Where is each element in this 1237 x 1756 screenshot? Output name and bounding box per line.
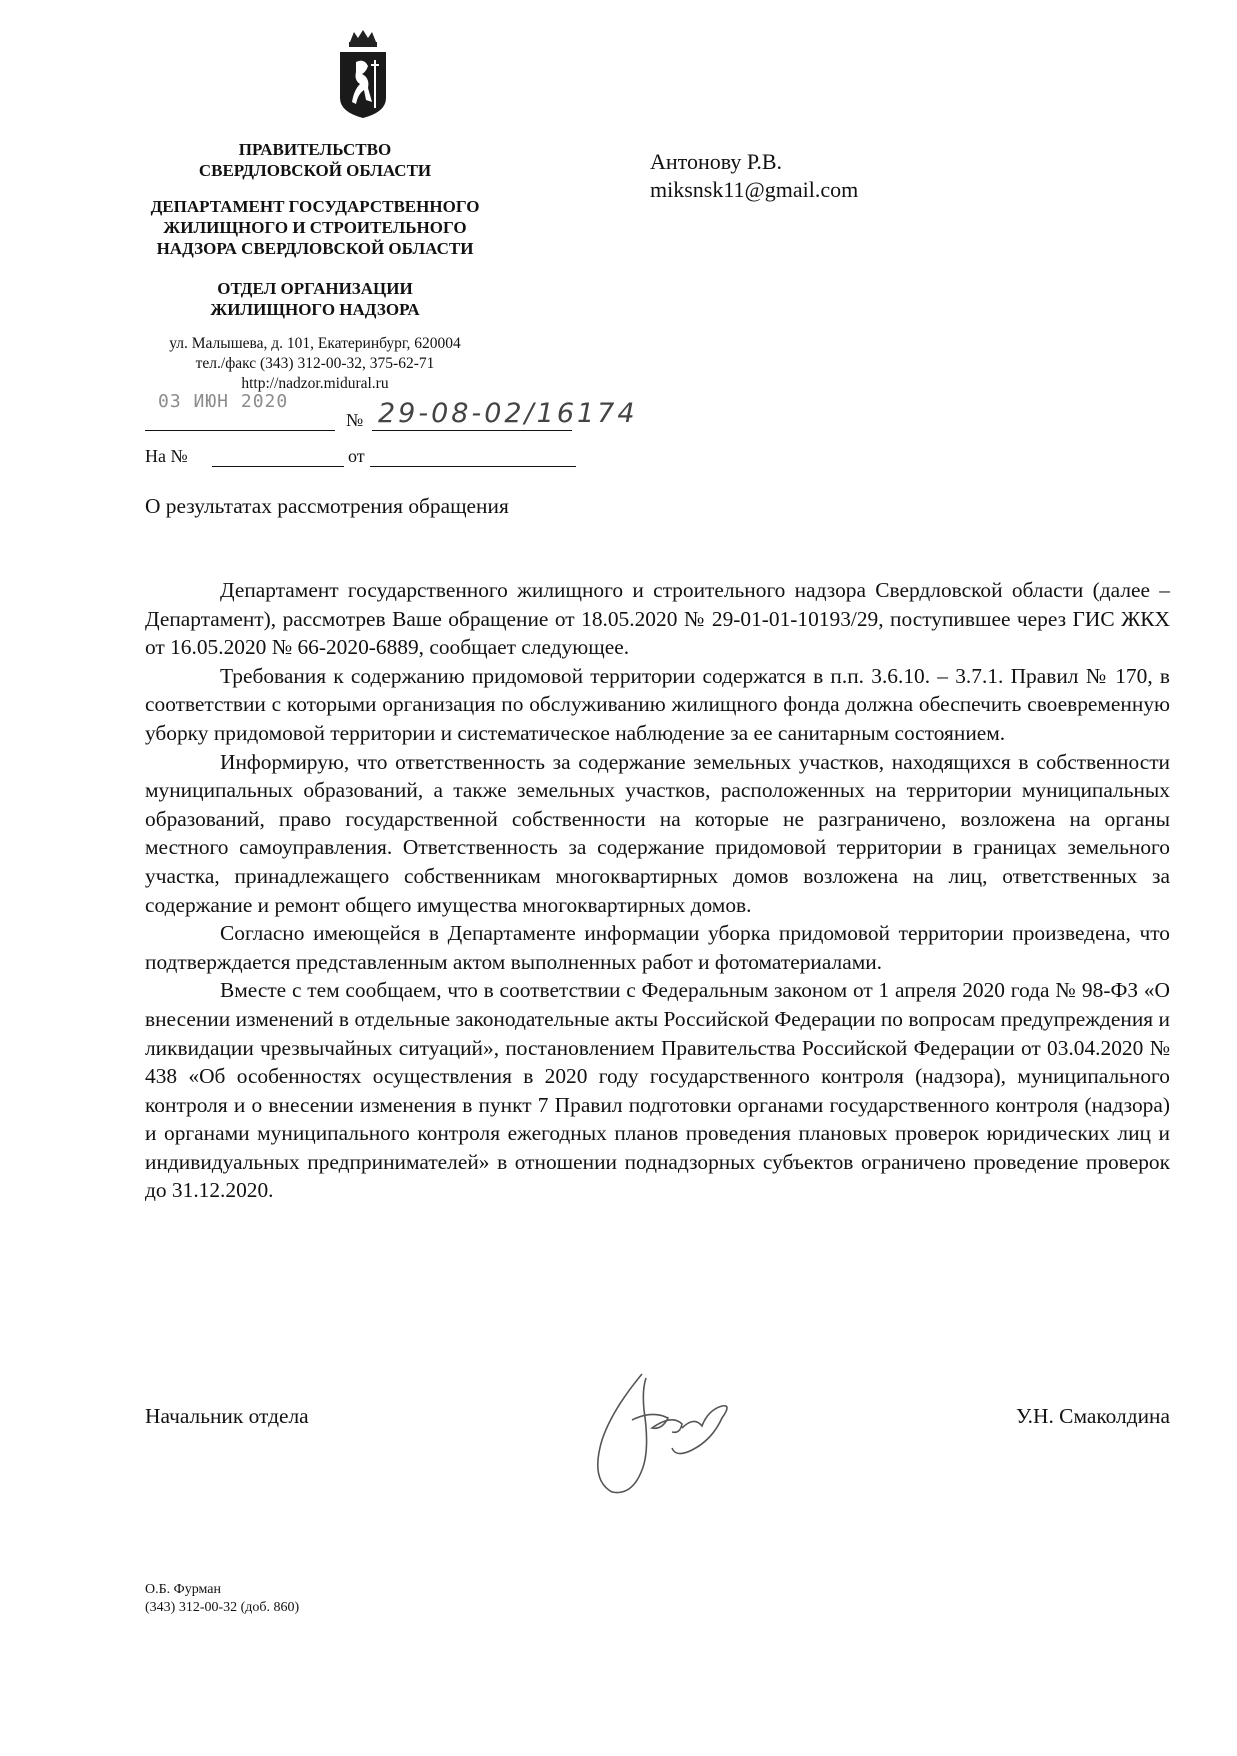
department-title-line1: ДЕПАРТАМЕНТ ГОСУДАРСТВЕННОГО xyxy=(150,197,480,216)
letter-subject: О результатах рассмотрения обращения xyxy=(145,494,509,518)
paragraph-4: Согласно имеющейся в Департаменте информации уборка придомовой территории произведена, что подтверждается представленным актом выполненных работ и фотоматериалами. xyxy=(145,921,1170,974)
paragraph-1: Департамент государственного жилищного и строительного надзора Свердловской области (далее – Департамент), рассмотрев Ваше обращение от 18.05.2020 № 29-01-01-10193/29, поступившее через ГИС ЖКХ от 16.05.2020 № 66-2020-6889, сообщает следующее. xyxy=(145,578,1170,660)
paragraph-5: Вместе с тем сообщаем, что в соответствии с Федеральным законом от 1 апреля 2020 года № 98-ФЗ «О внесении изменений в отдельные законодательные акты Российской Федерации по вопросам предупреждения и ликвидации чрезвычайных ситуаций», постановлением Правительства Российской Федерации от 03.04.2020 № 438 «Об особенностях осуществления в 2020 году государственного контроля (надзора), муниципального контроля и о внесении изменения в пункт 7 Правил подготовки органами государственного контроля (надзора) и органами муниципального контроля ежегодных планов проведения плановых проверок юридических лиц и индивидуальных предпринимателей» в отношении поднадзорных субъектов ограничено проведение проверок до 31.12.2020. xyxy=(145,978,1170,1203)
sender-address: ул. Малышева, д. 101, Екатеринбург, 620004 xyxy=(169,335,461,352)
paragraph-3: Информирую, что ответственность за содержание земельных участков, находящихся в собственности муниципальных образований, а также земельных участков, расположенных на территории муниципальных образований, право государственной собственности на которые не разграничено, возложена на органы местного самоуправления. Ответственность за содержание придомовой территории в границах земельного участка, принадлежащего собственникам многоквартирных домов возложена на лиц, ответственных за содержание и ремонт общего имущества многоквартирных домов. xyxy=(145,749,1170,917)
division-title-line1: ОТДЕЛ ОРГАНИЗАЦИИ xyxy=(217,279,413,298)
sender-phone: тел./факс (343) 312-00-32, 375-62-71 xyxy=(195,355,435,372)
recipient-name: Антонову Р.В. xyxy=(650,149,783,174)
executor-name: О.Б. Фурман xyxy=(145,1582,221,1597)
department-title-line2: ЖИЛИЩНОГО И СТРОИТЕЛЬНОГО xyxy=(163,218,467,237)
reply-date-label: от xyxy=(348,446,365,466)
government-title-line2: СВЕРДЛОВСКОЙ ОБЛАСТИ xyxy=(198,161,432,180)
handwritten-signature xyxy=(572,1370,762,1500)
paragraph-2: Требования к содержанию придомовой территории содержатся в п.п. 3.6.10. – 3.7.1. Правил № 170, в соответствии с которыми организация по обслуживанию жилищного фонда должна обеспечить своевременную уборку придомовой территории и систематическое наблюдение за ее санитарным состоянием. xyxy=(145,663,1170,745)
outgoing-number-label: № xyxy=(346,410,364,430)
coat-of-arms-emblem xyxy=(336,28,390,120)
executor-phone: (343) 312-00-32 (доб. 860) xyxy=(145,1600,300,1615)
department-title-line3: НАДЗОРА СВЕРДЛОВСКОЙ ОБЛАСТИ xyxy=(156,239,474,258)
sender-website: http://nadzor.midural.ru xyxy=(241,375,389,392)
signatory-position: Начальник отдела xyxy=(145,1404,309,1428)
government-title-line1: ПРАВИТЕЛЬСТВО xyxy=(238,140,392,159)
reply-number-label: На № xyxy=(145,446,188,466)
division-title-line2: ЖИЛИЩНОГО НАДЗОРА xyxy=(210,300,420,319)
letter-body xyxy=(145,576,1170,1205)
date-stamp: 03 ИЮН 2020 xyxy=(158,391,289,412)
signatory-name: У.Н. Смаколдина xyxy=(1016,1404,1170,1428)
recipient-email: miksnsk11@gmail.com xyxy=(650,177,859,202)
outgoing-number-handwritten: 29-08-02/16174 xyxy=(378,398,638,429)
